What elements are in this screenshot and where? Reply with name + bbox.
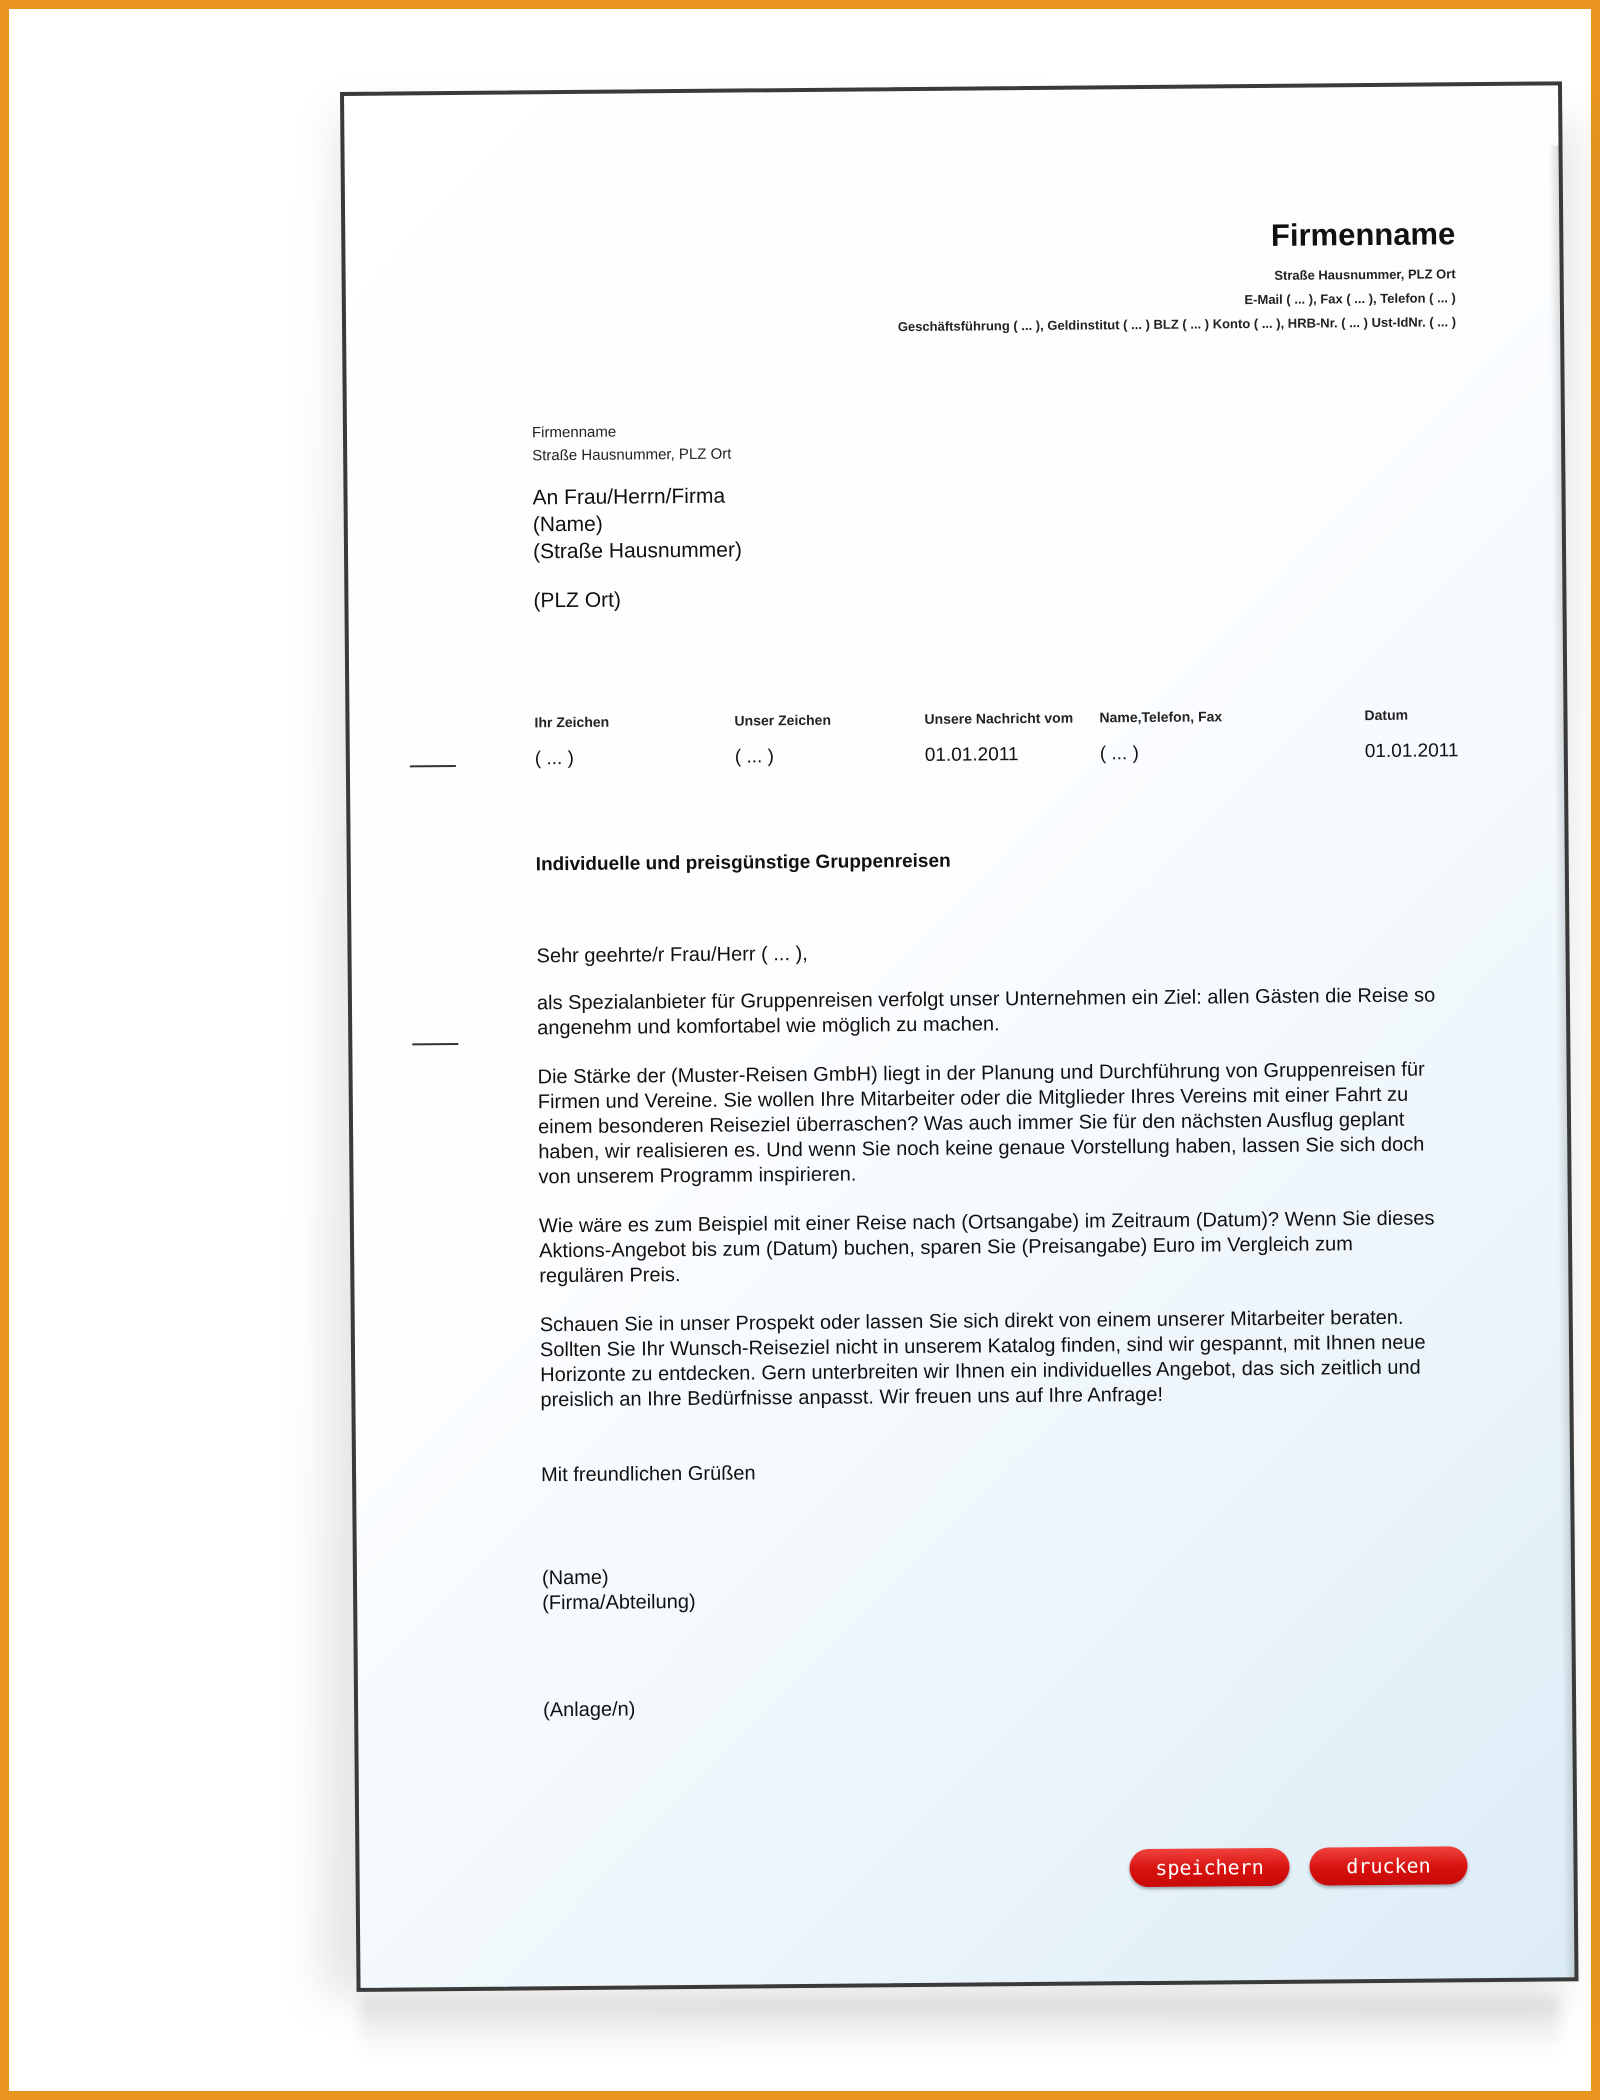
ref-label: Datum — [1364, 706, 1409, 724]
letter-greeting: Sehr geehrte/r Frau/Herr ( ... ), — [536, 942, 808, 968]
attachment-note: (Anlage/n) — [543, 1698, 636, 1722]
signature-department: (Firma/Abteilung) — [542, 1590, 696, 1615]
letter-subject: Individuelle und preisgünstige Gruppenreisen — [535, 850, 951, 876]
sender-address: Straße Hausnummer, PLZ Ort — [532, 445, 732, 465]
recipient-city: (PLZ Ort) — [533, 588, 622, 613]
company-contact: E-Mail ( ... ), Fax ( ... ), Telefon ( ... ) — [1244, 290, 1456, 308]
fold-mark-middle — [412, 1043, 458, 1045]
ref-kontakt — [1099, 708, 1222, 765]
body-paragraph-3: Wie wäre es zum Beispiel mit einer Reise nach (Ortsangabe) im Zeitraum (Datum)? Wenn Sie dieses Aktions-Angebot bis zum (Datum) buchen, sparen Sie (Preisangabe) Euro im Vergleich zum regulären Preis. — [538, 1207, 1435, 1288]
ref-value: ( ... ) — [734, 746, 774, 768]
ref-label: Unsere Nachricht vom — [924, 709, 1074, 727]
recipient-name: (Name) — [532, 512, 603, 537]
letter-page — [340, 81, 1579, 1992]
ref-value: 01.01.2011 — [924, 744, 1019, 766]
reference-row — [534, 706, 1475, 804]
page-reflection — [360, 1998, 1560, 2058]
ref-ihr-zeichen — [534, 714, 609, 771]
ref-label: Name,Telefon, Fax — [1099, 708, 1223, 726]
body-paragraph-4: Schauen Sie in unser Prospekt oder lassen Sie sich direkt von einem unserer Mitarbeiter beraten. Sollten Sie Ihr Wunsch-Reiseziel nicht in unserem Katalog finden, sind wir gespannt, mit Ihnen neue Horizonte zu entdecken. Gern unterbreiten wir Ihnen ein individuelles Angebot, das sich zeitlich und preislich an Ihre Bedürfnisse anpasst. Wir freuen uns auf Ihre Anfrage! — [539, 1306, 1426, 1412]
ref-datum — [1364, 706, 1458, 763]
sender-company: Firmenname — [531, 423, 617, 442]
body-paragraph-2: Die Stärke der (Muster-Reisen GmbH) liegt in der Planung und Durchführung von Gruppenreisen für Firmen und Vereine. Sie wollen Ihre Mitarbeiter oder die Mitglieder Ihres Vereins mit einer Fahrt zu einem besonderen Reiseziel überraschen? Was auch immer Sie für den nächsten Ausflug geplant haben, wir realisieren es. Und wenn Sie noch keine genaue Vorstellung haben, lassen Sie sich doch von unserem Programm inspirieren. — [537, 1058, 1425, 1189]
recipient-block — [532, 483, 742, 615]
company-name: Firmenname — [1270, 216, 1456, 253]
recipient-salutation: An Frau/Herrn/Firma — [532, 484, 726, 510]
letter-closing: Mit freundlichen Grüßen — [540, 1462, 756, 1487]
ref-value: ( ... ) — [1099, 743, 1139, 765]
ref-value: 01.01.2011 — [1364, 740, 1459, 763]
company-registry: Geschäftsführung ( ... ), Geldinstitut ( ... ) BLZ ( ... ) Konto ( ... ), HRB-Nr. ( ... ) Ust-IdNr. ( ... ) — [897, 314, 1457, 335]
body-paragraph-1: als Spezialanbieter für Gruppenreisen verfolgt unser Unternehmen ein Ziel: allen Gästen die Reise so angenehm und komfortabel wie möglich zu machen. — [536, 984, 1436, 1040]
ref-value: ( ... ) — [534, 747, 574, 770]
ref-label: Ihr Zeichen — [534, 713, 610, 731]
ref-unser-zeichen — [734, 712, 831, 769]
recipient-street: (Straße Hausnummer) — [532, 538, 743, 564]
company-address: Straße Hausnummer, PLZ Ort — [1274, 266, 1456, 283]
ref-label: Unser Zeichen — [734, 711, 832, 729]
ref-nachricht — [924, 710, 1073, 767]
signature-name: (Name) — [541, 1566, 609, 1590]
fold-mark-top — [410, 765, 456, 767]
print-button[interactable]: drucken — [1309, 1846, 1467, 1885]
signature-block — [542, 1565, 696, 1616]
letter-body — [536, 936, 1440, 1437]
save-button[interactable]: speichern — [1129, 1848, 1289, 1887]
